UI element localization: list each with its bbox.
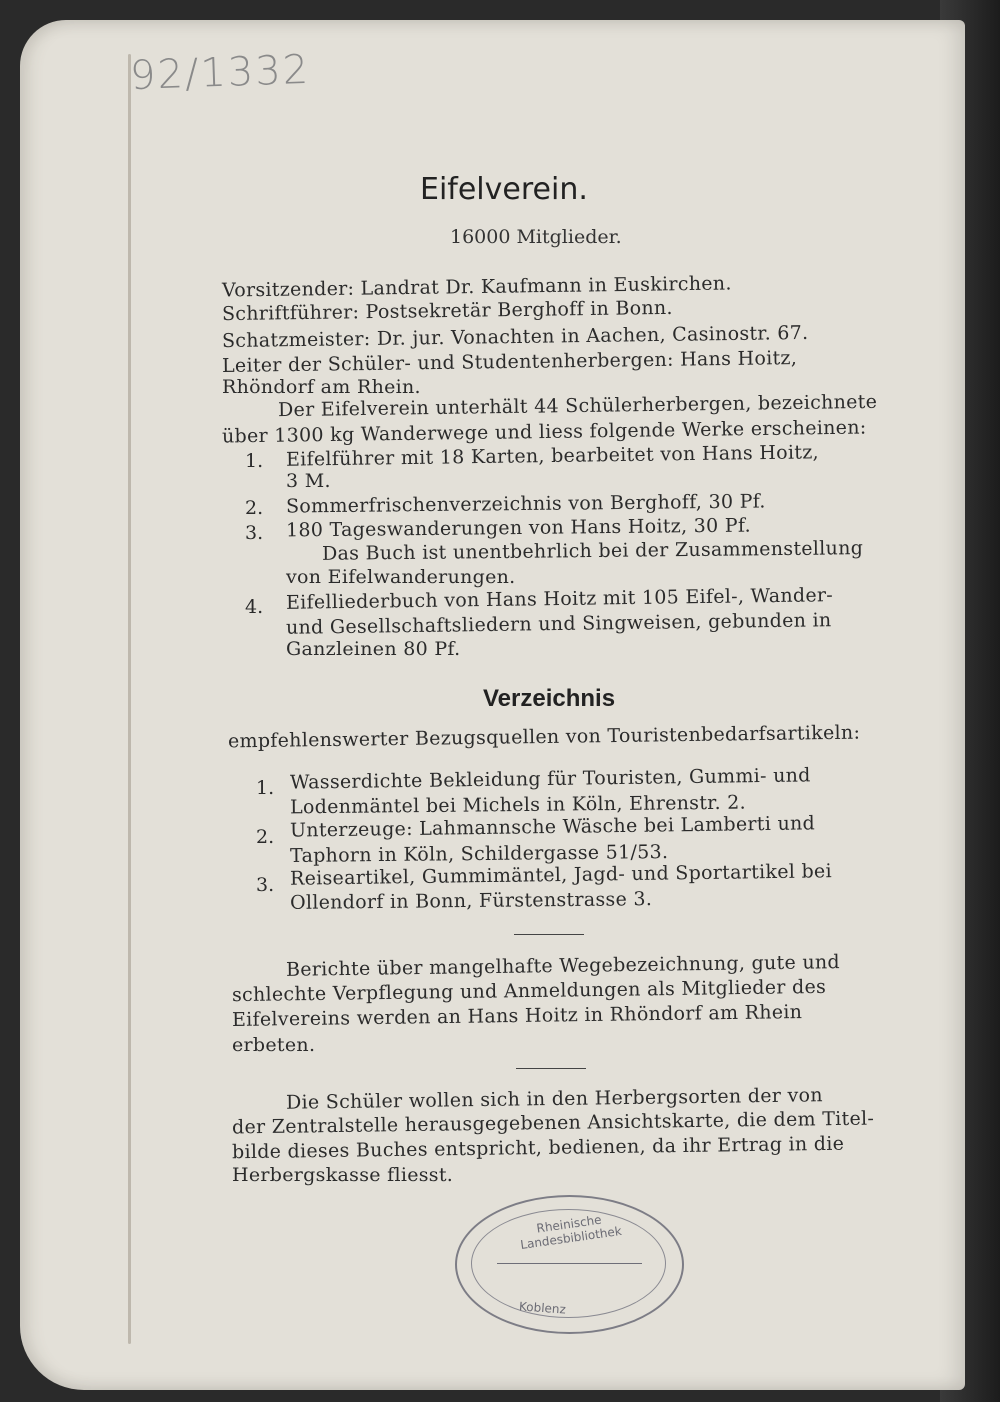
- paragraph-line: Herbergskasse fliesst.: [232, 1164, 454, 1186]
- paragraph-line: erbeten.: [232, 1034, 316, 1056]
- list-item-line: und Gesellschaftsliedern und Singweisen, gebunden in: [285, 609, 832, 639]
- list-number: 4.: [245, 596, 264, 618]
- list-item-line: Das Buch ist unentbehrlich bei der Zusammenstellung: [321, 537, 864, 565]
- list-number: 2.: [256, 826, 275, 848]
- stamp-rule: [497, 1263, 642, 1264]
- intro-line: Der Eifelverein unterhält 44 Schülerherbergen, bezeichnete: [277, 390, 878, 422]
- member-count: 16000 Mitglieder.: [450, 226, 622, 248]
- list-item-line: Lodenmäntel bei Michels in Köln, Ehrenstr. 2.: [289, 791, 747, 819]
- paragraph-line: bilde dieses Buches entspricht, bedienen, da ihr Ertrag in die: [231, 1132, 845, 1164]
- list-item-line: 180 Tageswanderungen von Hans Hoitz, 30 Pf.: [285, 514, 752, 542]
- list-item-line: Unterzeuge: Lahmannsche Wäsche bei Lamberti und: [289, 812, 816, 842]
- list-number: 3.: [245, 522, 264, 544]
- page-title: Eifelverein.: [420, 172, 588, 207]
- page-fold-line: [128, 54, 131, 1344]
- list-item-line: Eifelführer mit 18 Karten, bearbeitet von Hans Hoitz,: [285, 441, 820, 471]
- list-item-line: Eifelliederbuch von Hans Hoitz mit 105 Eifel-, Wander-: [285, 584, 834, 614]
- list-item-line: von Eifelwanderungen.: [286, 566, 516, 588]
- section-heading: Verzeichnis: [483, 685, 616, 712]
- paragraph-line: Die Schüler wollen sich in den Herbergsorten der von: [285, 1084, 823, 1114]
- list-number: 3.: [256, 874, 275, 896]
- paragraph-line: Berichte über mangelhafte Wegebezeichnung, gute und: [285, 951, 841, 981]
- list-item-line: Ollendorf in Bonn, Fürstenstrasse 3.: [289, 888, 653, 914]
- list-item-line: Ganzleinen 80 Pf.: [286, 638, 461, 660]
- list-number: 1.: [256, 777, 275, 799]
- officer-line: Leiter der Schüler- und Studentenherbergen: Hans Hoitz,: [221, 346, 798, 378]
- intro-line: über 1300 kg Wanderwege und liess folgende Werke erscheinen:: [221, 416, 867, 448]
- list-item-line: Wasserdichte Bekleidung für Touristen, Gummi- und: [289, 764, 811, 794]
- paragraph-line: Eifelvereins werden an Hans Hoitz in Rhöndorf am Rhein: [231, 1001, 803, 1031]
- officer-line: Schatzmeister: Dr. jur. Vonachten in Aachen, Casinostr. 67.: [221, 321, 809, 353]
- list-number: 2.: [245, 497, 264, 519]
- stamp-bottom-text: Koblenz: [518, 1299, 567, 1317]
- divider: [516, 1068, 586, 1069]
- officer-line: Schriftführer: Postsekretär Berghoff in Bonn.: [221, 296, 673, 326]
- stamp-top-text: Rheinische Landesbibliothek: [519, 1212, 623, 1252]
- officer-line: Rhöndorf am Rhein.: [222, 376, 421, 398]
- section-subheading: empfehlenswerter Bezugsquellen von Touristenbedarfsartikeln:: [227, 721, 861, 753]
- handwritten-shelfmark: 92/1332: [129, 46, 311, 100]
- list-item-line: Reiseartikel, Gummimäntel, Jagd- und Sportartikel bei: [289, 860, 833, 890]
- divider: [514, 934, 584, 935]
- list-number: 1.: [245, 450, 264, 472]
- list-item-line: 3 M.: [286, 470, 331, 492]
- paragraph-line: schlechte Verpflegung und Anmeldungen als Mitglieder des: [231, 975, 827, 1007]
- officer-line: Vorsitzender: Landrat Dr. Kaufmann in Euskirchen.: [221, 272, 732, 302]
- paragraph-line: der Zentralstelle herausgegebenen Ansichtskarte, die dem Titel-: [231, 1107, 875, 1139]
- library-stamp: [455, 1195, 684, 1334]
- list-item-line: Taphorn in Köln, Schildergasse 51/53.: [289, 841, 669, 867]
- list-item-line: Sommerfrischenverzeichnis von Berghoff, 30 Pf.: [285, 490, 766, 518]
